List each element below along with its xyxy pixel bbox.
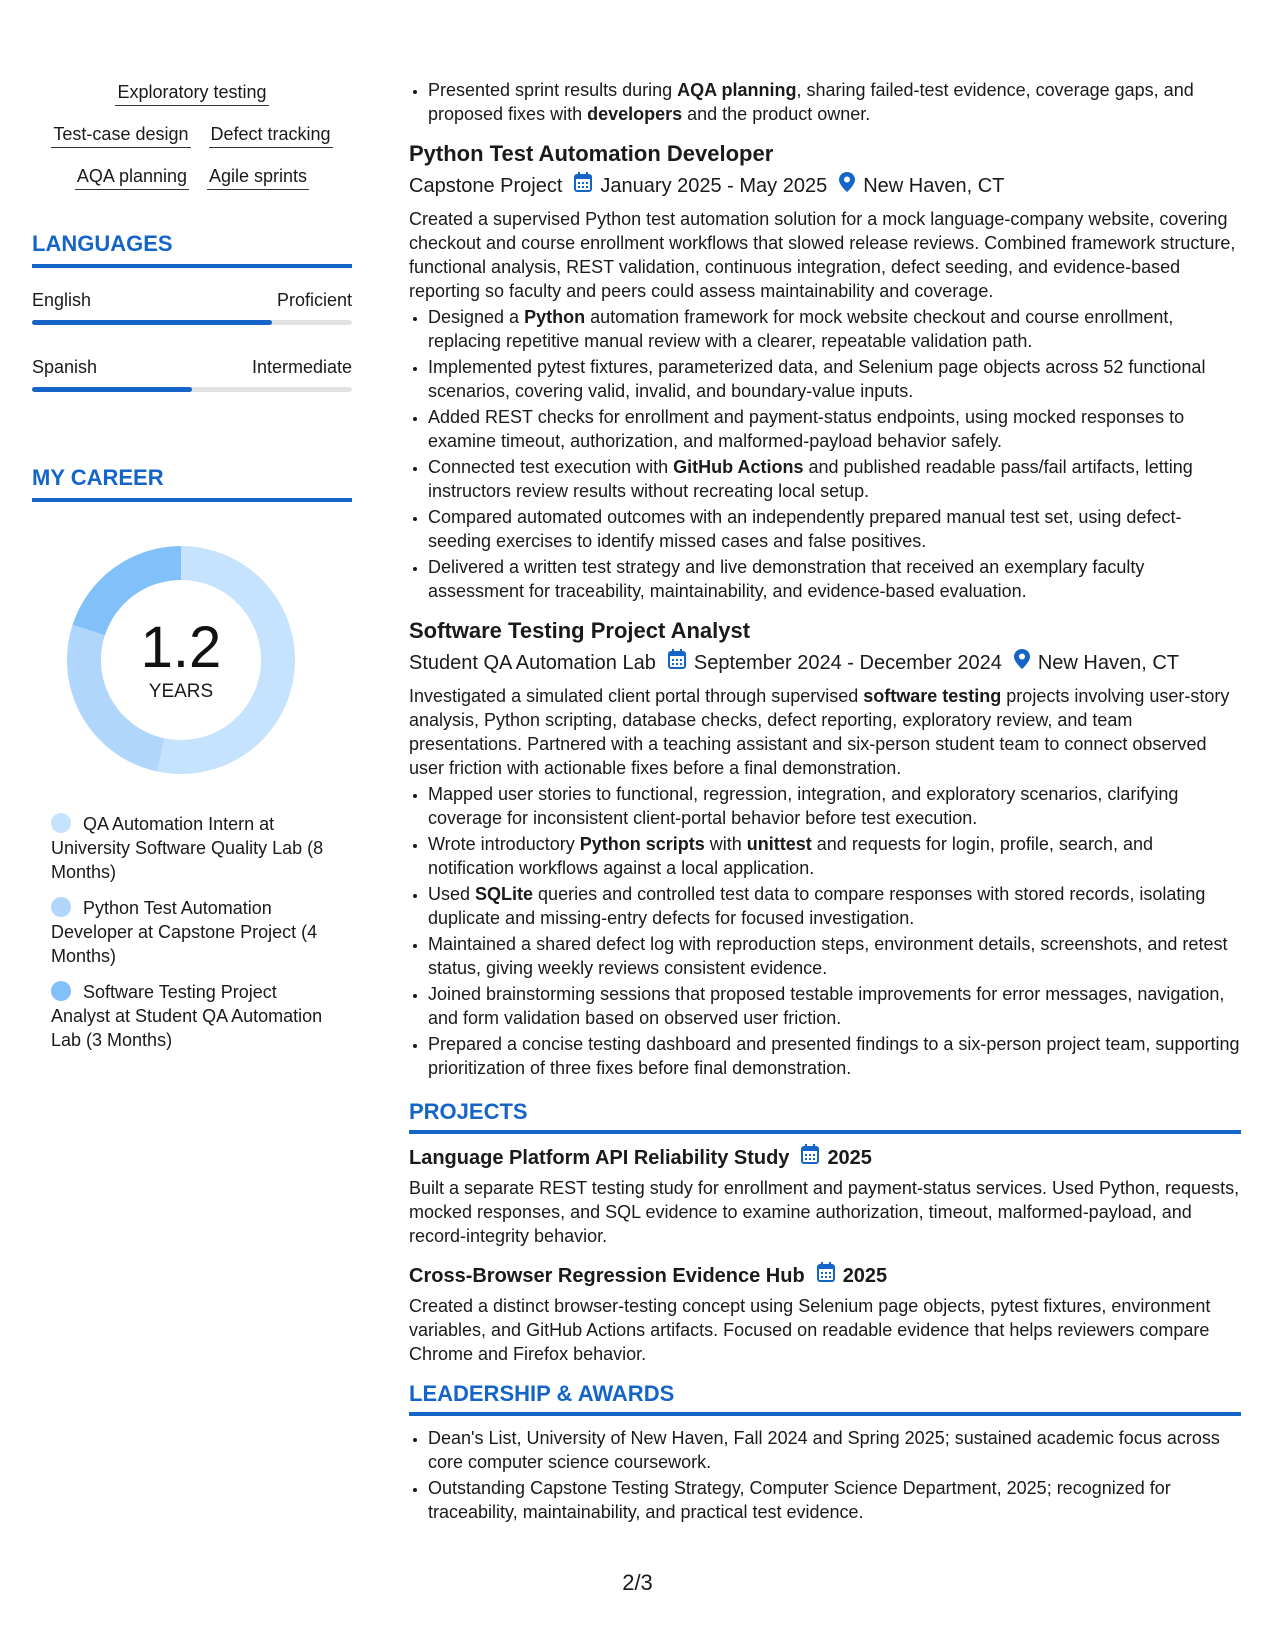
language-bar: [32, 387, 352, 392]
job-org: Capstone Project: [409, 174, 563, 197]
project-name: Language Platform API Reliability Study: [409, 1147, 790, 1169]
legend-item: Software Testing Project Analyst at Student QA Automation Lab (3 Months): [51, 982, 323, 1050]
list-item: • Used SQLite queries and controlled test data to compare responses with stored records, isolating duplicate and missing-entry defects for focused investigation.: [428, 882, 1241, 930]
projects-section: [409, 1098, 1241, 1366]
job-summary: Investigated a simulated client portal through supervised software testing projects involving user-story analysis, Python scripting, database checks, defect reporting, exploratory review, and team presentations. Partnered with a teaching assistant and six-person student team to connect observed user friction with actionable fixes before a final demonstration.: [409, 686, 1230, 778]
languages-section: [32, 230, 352, 392]
language-bar-fill: [32, 387, 192, 392]
project-description: Built a separate REST testing study for enrollment and payment-status services. Used Python, requests, mocked responses, and SQL evidence to examine authorization, timeout, malformed-payload, and record-integrity behavior.: [409, 1178, 1240, 1246]
job-title: Python Test Automation Developer: [409, 141, 774, 166]
section-rule: [409, 1412, 1241, 1416]
skill-tag: Agile sprints: [207, 164, 309, 190]
project-name: Cross-Browser Regression Evidence Hub: [409, 1265, 805, 1287]
location-pin-icon: [1014, 649, 1030, 676]
list-item: • Prepared a concise testing dashboard and presented findings to a six-person project team, supporting prioritization of three fixes before final demonstration.: [428, 1032, 1241, 1080]
list-item: • Outstanding Capstone Testing Strategy, Computer Science Department, 2025; recognized for traceability, maintainability, and practical test evidence.: [428, 1476, 1241, 1524]
career-donut-chart: [67, 546, 295, 774]
list-item: • Delivered a written test strategy and live demonstration that received an exemplary faculty assessment for traceability, maintainability, and evidence-based evaluation.: [428, 555, 1241, 603]
calendar-icon: [817, 1262, 835, 1290]
list-item: • Joined brainstorming sessions that proposed testable improvements for error messages, navigation, and form validation based on observed user friction.: [428, 982, 1241, 1030]
list-item: • Designed a Python automation framework for mock website checkout and course enrollment, replacing repetitive manual review with a clearer, repeatable validation path.: [428, 305, 1241, 353]
job-summary: Created a supervised Python test automation solution for a mock language-company website, covering checkout and course enrollment workflows that slowed release reviews. Combined framework structure, functional analysis, REST validation, continuous integration, defect seeding, and evidence-based reporting so faculty and peers could assess maintainability and coverage.: [409, 209, 1236, 301]
leadership-heading: LEADERSHIP & AWARDS: [409, 1381, 675, 1406]
job-org: Student QA Automation Lab: [409, 651, 656, 674]
project-year: 2025: [842, 1265, 888, 1287]
skill-tag: Exploratory testing: [115, 80, 268, 106]
project-year: 2025: [827, 1147, 872, 1169]
legend-dot-0: [51, 813, 71, 833]
section-rule: [32, 498, 352, 502]
job-bullets: [409, 782, 1241, 1080]
calendar-icon: [668, 649, 686, 676]
language-item: [32, 288, 352, 325]
leadership-section: [409, 1380, 1241, 1524]
project-item: [409, 1144, 1241, 1248]
language-name: English: [32, 290, 92, 310]
list-item: • Compared automated outcomes with an independently prepared manual test set, using defect-seeding exercises to identify missed cases and false positives.: [428, 505, 1241, 553]
list-item: • Implemented pytest fixtures, parameterized data, and Selenium page objects across 52 functional scenarios, covering valid, invalid, and boundary-value inputs.: [428, 355, 1241, 403]
career-section: [32, 464, 352, 1052]
calendar-icon: [574, 172, 592, 199]
language-level: Intermediate: [251, 357, 352, 377]
job-dates: September 2024 - December 2024: [693, 651, 1002, 674]
job-meta: [409, 172, 1241, 199]
location-pin-icon: [839, 172, 855, 199]
section-rule: [409, 1130, 1241, 1134]
project-description: Created a distinct browser-testing concept using Selenium page objects, pytest fixtures, environment variables, and GitHub Actions artifacts. Focused on readable evidence that helps reviewers compare Chrome and Firefox behavior.: [409, 1296, 1211, 1364]
skills-list: [32, 80, 352, 190]
list-item: • Added REST checks for enrollment and payment-status endpoints, using mocked responses to examine timeout, authorization, and malformed-payload behavior safely.: [428, 405, 1241, 453]
legend-dot-1: [51, 897, 71, 917]
list-item: • Connected test execution with GitHub Actions and published readable pass/fail artifacts, letting instructors review results without recreating local setup.: [428, 455, 1241, 503]
career-total-unit: YEARS: [148, 681, 214, 702]
skill-tag: AQA planning: [75, 164, 189, 190]
job-entry: [409, 140, 1241, 603]
list-item: • Mapped user stories to functional, regression, integration, and exploratory scenarios, clarifying coverage for inconsistent client-portal behavior before test execution.: [428, 782, 1241, 830]
language-name: Spanish: [32, 357, 98, 377]
list-item: • Wrote introductory Python scripts with unittest and requests for login, profile, search, and notification workflows against a local application.: [428, 832, 1241, 880]
page-number: 2/3: [622, 1570, 653, 1595]
legend-item: QA Automation Intern at University Software Quality Lab (8 Months): [51, 814, 324, 882]
job-dates: January 2025 - May 2025: [600, 174, 828, 197]
languages-heading: LANGUAGES: [32, 231, 173, 256]
language-bar-fill: [32, 320, 272, 325]
left-column: [32, 80, 352, 1064]
project-item: [409, 1262, 1241, 1366]
career-legend: [32, 812, 352, 1052]
job-entry: [409, 617, 1241, 1080]
right-column: [409, 78, 1241, 1526]
language-level: Proficient: [276, 290, 352, 310]
list-item: • Presented sprint results during AQA planning, sharing failed-test evidence, coverage gaps, and proposed fixes with developers and the product owner.: [428, 78, 1241, 126]
career-total-value: 1.2: [140, 615, 222, 680]
leadership-list: [409, 1426, 1241, 1524]
bullet-list: [409, 78, 1241, 126]
job-location: New Haven, CT: [863, 174, 1005, 197]
list-item: • Maintained a shared defect log with reproduction steps, environment details, screenshots, and retest status, giving weekly reviews consistent evidence.: [428, 932, 1241, 980]
job-bullets: [409, 305, 1241, 603]
language-bar: [32, 320, 352, 325]
list-item: • Dean's List, University of New Haven, Fall 2024 and Spring 2025; sustained academic focus across core computer science coursework.: [428, 1426, 1241, 1474]
job-location: New Haven, CT: [1037, 651, 1179, 674]
section-rule: [32, 264, 352, 268]
calendar-icon: [801, 1144, 819, 1172]
job-title: Software Testing Project Analyst: [409, 618, 751, 643]
language-item: [32, 355, 352, 392]
career-heading: MY CAREER: [32, 465, 164, 490]
legend-dot-2: [51, 981, 71, 1001]
skill-tag: Test-case design: [51, 122, 190, 148]
legend-item: Python Test Automation Developer at Capstone Project (4 Months): [51, 898, 318, 966]
projects-heading: PROJECTS: [409, 1099, 528, 1124]
job-meta: [409, 649, 1241, 676]
skill-tag: Defect tracking: [209, 122, 333, 148]
